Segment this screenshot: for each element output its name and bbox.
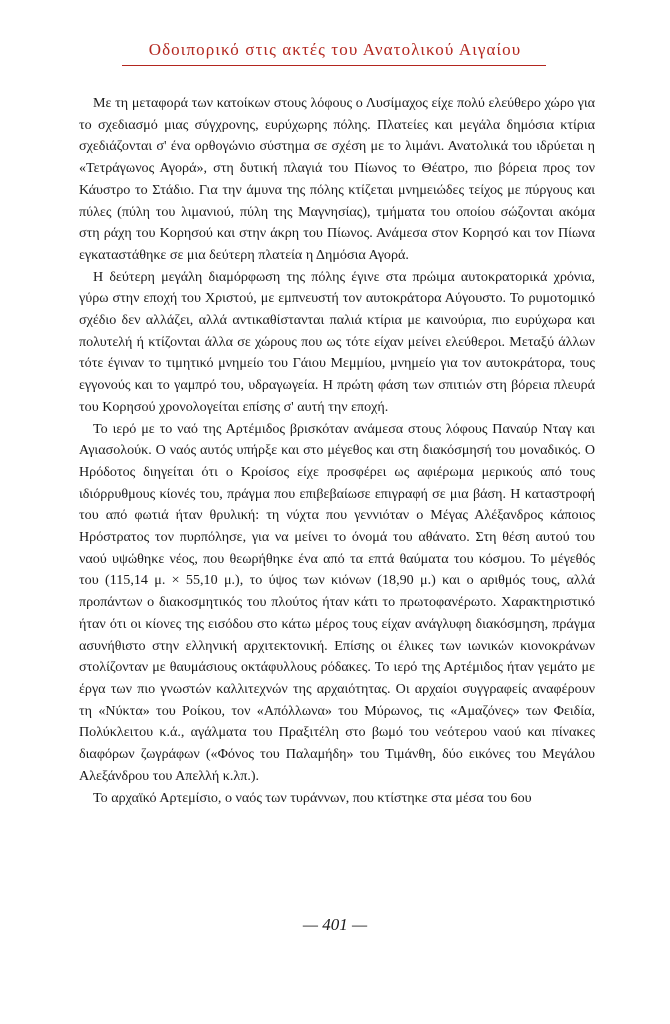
header-rule bbox=[122, 65, 546, 66]
running-title: Οδοιπορικό στις ακτές του Ανατολικού Αιγαίου bbox=[148, 40, 522, 59]
paragraph: Με τη μεταφορά των κατοίκων στους λόφους ο Λυσίμαχος είχε πολύ ελεύθερο χώρο για το σχεδιασμό μιας σύγχρονης, ευρύχωρης πόλης. Πλατείες και μεγάλα δημόσια κτίρια σχεδιάζονται σ' ένα ορθογώνιο σύστημα σε σχέση με το λιμάνι. Ανατολικά του ιδρύεται η «Τετράγωνος Αγορά», στη δυτική πλαγιά του Πίωνος το Θέατρο, πιο βόρεια προς τον Κάυστρο το Στάδιο. Για την άμυνα της πόλης κτίζεται μνημειώδες τείχος με πύργους και πύλες (πύλη του λιμανιού, πύλη της Μαγνησίας), τμήματα του οποίου σώζονται ακόμα στη ράχη του Κορησού και στην άκρη του Πίωνος. Ανάμεσα στον Κορησό και τον Πίωνα εγκαταστάθηκε σε μια δεύτερη πλατεία η Δημόσια Αγορά. bbox=[79, 95, 595, 263]
paragraph: Το ιερό με το ναό της Αρτέμιδος βρισκόταν ανάμεσα στους λόφους Παναύρ Νταγ και Αγιασολούκ. Ο ναός αυτός υπήρξε και στο μέγεθος και στη διακόσμησή του μοναδικός. Ο Ηρόδοτος διηγείται ότι ο Κροίσος είχε προσφέρει ως αφιέρωμα μερικούς από τους ιδιόρρυθμους κίονές του, πράγμα που επιβεβαίωσε επιγραφή σε μια βάση. Η καταστροφή του από φωτιά ήταν θρυλική: τη νύχτα που γεννιόταν ο Μέγας Αλέξανδρος κάποιος Ηρόστρατος τον πυρπόλησε, για να μείνει το όνομά του αθάνατο. Στη θέση αυτού του ναού υψώθηκε νέος, που θεωρήθηκε ένα από τα επτά θαύματα του κόσμου. Το μέγεθός του (115,14 μ. × 55,10 μ.), το ύψος των κιόνων (18,90 μ.) και ο αριθμός τους, αλλά προπάντων ο διακοσμητικός του πλούτος ήταν κάτι το πρωτοφανέρωτο. Χαρακτηριστικό ήταν ότι οι κίονες της εισόδου στο κάτω μέρος τους είχαν ανάγλυφη διακόσμηση, πράγμα ασυνήθιστο στην ελληνική αρχιτεκτονική. Επίσης οι έλικες των ιωνικών κιονοκράνων στολίζονταν με θαυμάσιους οκτάφυλλους ρόδακες. Το ιερό της Αρτέμιδος ήταν γεμάτο με έργα των πιο γνωστών καλλιτεχνών της αρχαιότητας. Οι αρχαίοι συγγραφείς αναφέρουν τη «Νύκτα» του Ροίκου, τον «Απόλλωνα» του Μύρωνος, τις «Αμαζόνες» των Φειδία, Πολύκλειτου κ.ά., αγάλματα του Πραξιτέλη στο βωμό του νεότερου ναού και πίνακες διαφόρων ζωγράφων («Φόνος του Παλαμήδη» του Τιμάνθη, δύο εικόνες του Μεγάλου Αλεξάνδρου του Απελλή κ.λπ.). bbox=[79, 420, 595, 784]
page-number: — 401 — bbox=[302, 915, 368, 934]
main-text bbox=[79, 93, 595, 809]
paragraph: Το αρχαϊκό Αρτεμίσιο, ο ναός των τυράννων, που κτίστηκε στα μέσα του 6ου bbox=[93, 789, 532, 806]
paragraph: Η δεύτερη μεγάλη διαμόρφωση της πόλης έγινε στα πρώιμα αυτοκρατορικά χρόνια, γύρω στην εποχή του Χριστού, με εμπνευστή τον αυτοκράτορα Αύγουστο. Το ρυμοτομικό σχέδιο δεν αλλάζει, αλλά αντικαθίστανται παλιά κτίρια με καινούρια, πιο ευρύχωρα και πολυτελή ή κτίζονται άλλα σε χώρους που ως τότε είχαν μείνει ελεύθεροι. Μεταξύ άλλων τότε έγιναν το τιμητικό μνημείο του Γάιου Μεμμίου, μνημείο για τον αυτοκράτορα, τους εγγονούς και το γαμπρό του, υδραγωγεία. Η πρώτη φάση των σπιτιών στη βόρεια πλευρά του Κορησού χρονολογείται επίσης σ' αυτή την εποχή. bbox=[79, 268, 595, 415]
